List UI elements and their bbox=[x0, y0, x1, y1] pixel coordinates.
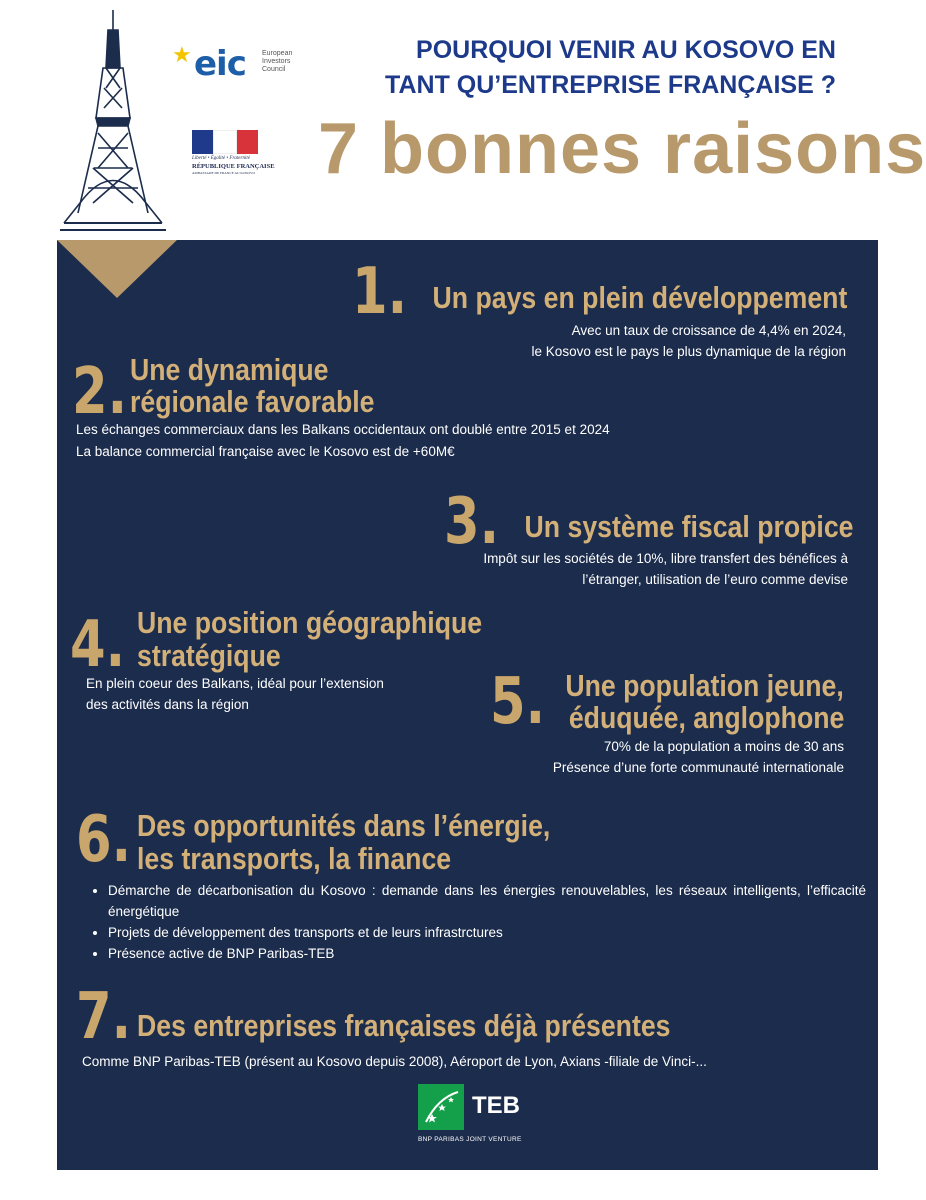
reason-7-number: 7. bbox=[76, 980, 132, 1054]
reason-3-number: 3. bbox=[444, 485, 500, 559]
reason-5-number: 5. bbox=[490, 665, 546, 739]
reason-6-title-line2: les transports, la finance bbox=[137, 841, 452, 876]
rf-motto: Liberté • Égalité • Fraternité bbox=[192, 156, 250, 161]
page-title: 7 bonnes raisons bbox=[318, 109, 926, 189]
reason-4-text-line2: des activités dans la région bbox=[86, 697, 249, 712]
list-item: • Présence active de BNP Paribas-TEB bbox=[108, 943, 866, 964]
header-question-line1: POURQUOI VENIR AU KOSOVO EN bbox=[416, 36, 836, 64]
gold-triangle-decoration bbox=[57, 240, 177, 298]
reason-5-title-line1: Une population jeune, bbox=[565, 668, 844, 703]
teb-logo bbox=[418, 1084, 538, 1150]
reason-2-text-line1: Les échanges commerciaux dans les Balkans occidentaux ont doublé entre 2015 et 2024 bbox=[76, 422, 610, 437]
reason-4-text-line1: En plein coeur des Balkans, idéal pour l’extension bbox=[86, 676, 384, 691]
rf-sub: AMBASSADE DE FRANCE AU KOSOVO bbox=[192, 171, 256, 175]
reason-2-title-line2: régionale favorable bbox=[130, 384, 375, 419]
reason-2-number: 2. bbox=[72, 355, 128, 429]
bnp-stars-icon bbox=[418, 1084, 464, 1130]
reason-7-title: Des entreprises françaises déjà présentes bbox=[137, 1008, 671, 1043]
eic-logo-subtitle: European Investors Council bbox=[262, 50, 293, 73]
reason-3-text-line1: Impôt sur les sociétés de 10%, libre transfert des bénéfices à bbox=[483, 551, 848, 566]
reason-1-text-line2: le Kosovo est le pays le plus dynamique de la région bbox=[531, 344, 846, 359]
reason-1-title: Un pays en plein développement bbox=[432, 280, 847, 315]
star-icon: ★ bbox=[172, 42, 192, 67]
reason-5-text-line2: Présence d’une forte communauté internationale bbox=[552, 760, 844, 775]
eiffel-tower-illustration bbox=[58, 8, 168, 233]
french-flag-icon bbox=[192, 130, 258, 154]
header-question-line2: TANT QU’ENTREPRISE FRANÇAISE ? bbox=[385, 71, 836, 99]
reason-4-title-line1: Une position géographique bbox=[137, 605, 483, 640]
reason-2-text-line2: La balance commercial française avec le Kosovo est de +60M€ bbox=[76, 444, 455, 459]
reason-4-title-line2: stratégique bbox=[137, 638, 281, 673]
republique-francaise-logo bbox=[192, 130, 275, 175]
reason-3-title: Un système fiscal propice bbox=[524, 509, 853, 544]
teb-logo-subtitle: BNP PARIBAS JOINT VENTURE bbox=[418, 1136, 522, 1143]
reason-2-title-line1: Une dynamique bbox=[130, 352, 329, 387]
reason-1-text-line1: Avec un taux de croissance de 4,4% en 2024, bbox=[571, 323, 846, 338]
reason-6-bullet-list bbox=[88, 880, 866, 964]
reason-4-number: 4. bbox=[70, 608, 126, 682]
list-item: • Projets de développement des transports et de leurs infrastrctures bbox=[108, 922, 866, 943]
eic-logo-word: eic bbox=[194, 44, 246, 84]
teb-logo-word: TEB bbox=[472, 1092, 520, 1119]
reason-6-title-line1: Des opportunités dans l’énergie, bbox=[137, 808, 551, 843]
reason-7-text: Comme BNP Paribas-TEB (présent au Kosovo depuis 2008), Aéroport de Lyon, Axians -filiale de Vinci-... bbox=[82, 1054, 707, 1069]
reason-1-number: 1. bbox=[352, 255, 408, 329]
list-item: • Démarche de décarbonisation du Kosovo : demande dans les énergies renouvelables, les réseaux intelligents, l’efficacité énergétique bbox=[108, 880, 866, 922]
reason-6-number: 6. bbox=[76, 803, 132, 877]
eic-logo bbox=[172, 40, 312, 90]
reason-5-title-line2: éduquée, anglophone bbox=[568, 700, 844, 735]
reason-5-text-line1: 70% de la population a moins de 30 ans bbox=[603, 739, 844, 754]
reason-3-text-line2: l’étranger, utilisation de l’euro comme devise bbox=[582, 572, 848, 587]
rf-name: RÉPUBLIQUE FRANÇAISE bbox=[192, 163, 275, 170]
